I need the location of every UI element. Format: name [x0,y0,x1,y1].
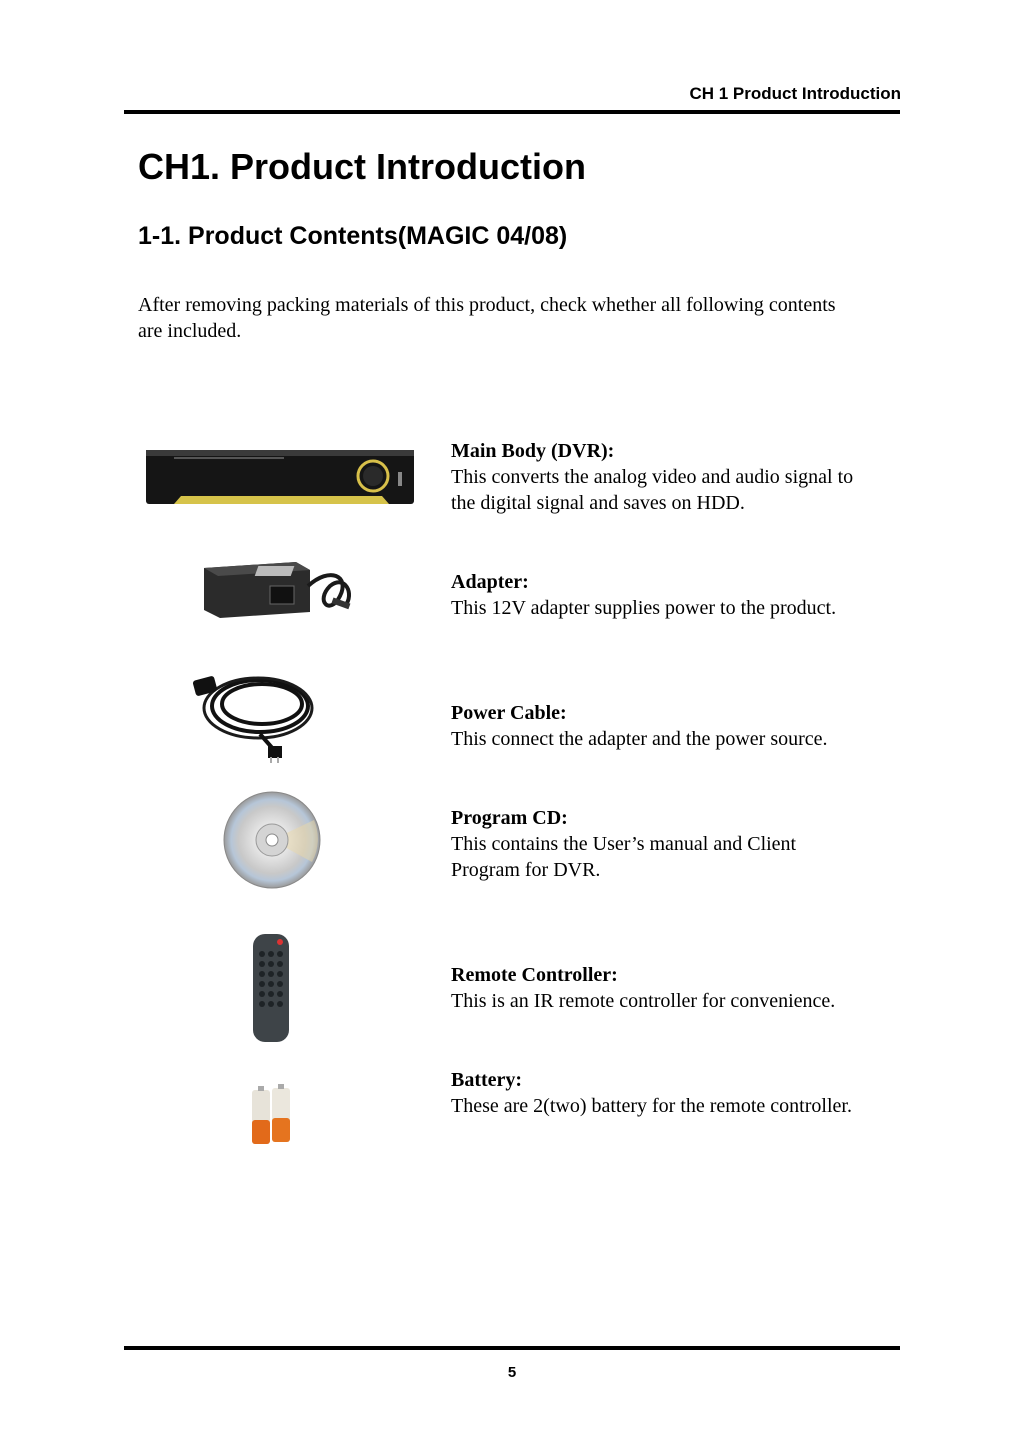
item-name: Program CD: [451,807,568,829]
item-description: This connect the adapter and the power source. [451,728,828,750]
dvr-unit-image [144,446,416,508]
item-description: This is an IR remote controller for convenience. [451,990,836,1012]
cd-disc-image [222,790,322,890]
item-description: This 12V adapter supplies power to the product. [451,597,837,619]
item-remote-controller [451,962,911,1014]
item-name: Battery: [451,1069,523,1091]
item-adapter [451,569,911,621]
power-adapter-image [200,556,360,624]
item-name: Main Body (DVR): [451,440,615,462]
item-battery [451,1067,911,1119]
header-rule [124,110,900,114]
footer-rule [124,1346,900,1350]
batteries-image [250,1084,294,1146]
item-program-cd [451,805,911,883]
item-name: Adapter: [451,571,529,593]
chapter-title: CH1. Product Introduction [138,146,586,187]
item-name: Power Cable: [451,702,567,724]
item-description: This contains the User’s manual and Client Program for DVR. [451,833,797,881]
item-dvr [451,438,911,516]
page-number: 5 [507,1364,517,1381]
intro-paragraph: After removing packing materials of this product, check whether all following contents are included. [138,294,836,342]
running-header: CH 1 Product Introduction [689,84,901,103]
item-description: This converts the analog video and audio signal to the digital signal and saves on HDD. [451,466,854,514]
remote-control-image [250,932,292,1044]
item-description: These are 2(two) battery for the remote controller. [451,1095,852,1117]
power-cable-image [190,664,320,764]
item-name: Remote Controller: [451,964,618,986]
section-title: 1-1. Product Contents(MAGIC 04/08) [138,222,568,250]
item-power-cable [451,700,911,752]
